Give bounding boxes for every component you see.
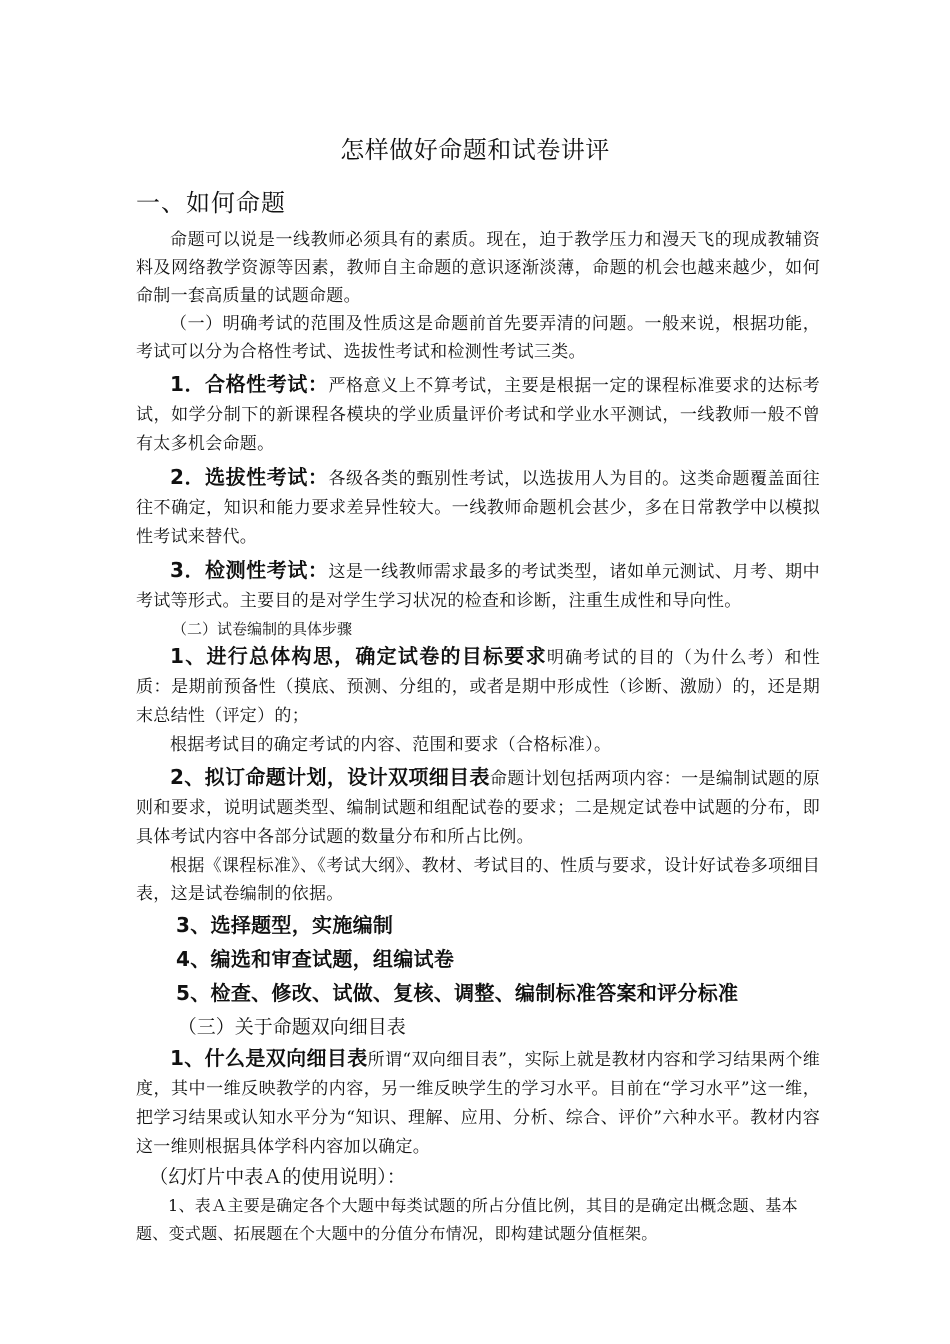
exam-type-3-text: 这是一线教师需求最多的考试类型，诸如单元测试、月考、期中考试等形式。主要目的是对学生学习状况的检查和诊断，注重生成性和导向性。 — [136, 562, 820, 611]
exam-type-2-text: 各级各类的甄别性考试，以选拔用人为目的。这类命题覆盖面往往不确定，知识和能力要求差异性较大。一线教师命题机会甚少，多在日常教学中以模拟性考试来替代。 — [136, 469, 820, 547]
intro-paragraph: 命题可以说是一线教师必须具有的素质。现在，迫于教学压力和漫天飞的现成教辅资料及网络教学资源等因素，教师自主命题的意识逐渐淡薄，命题的机会也越来越少，如何命制一套高质量的试题命题。 — [136, 230, 820, 306]
exam-type-1 — [136, 370, 820, 459]
exam-type-1-text: 严格意义上不算考试，主要是根据一定的课程标准要求的达标考试，如学分制下的新课程各模块的学业质量评价考试和学业水平测试，一线教师一般不曾有太多机会命题。 — [136, 376, 820, 454]
step-1-text: 明确考试的目的（为什么考）和性质：是期前预备性（摸底、预测、分组的，或者是期中形成性（诊断、激励）的，还是期末总结性（评定）的； — [136, 648, 820, 726]
exam-type-1-title: 1．合格性考试： — [170, 372, 329, 396]
question-1-text: 所谓“双向细目表”，实际上就是教材内容和学习结果两个维度，其中一维反映教学的内容，另一维反映学生的学习水平。目前在“学习水平”这一维，把学习结果或认知水平分为“知识、理解、应用、分析、综合、评价”六种水平。教材内容这一维则根据具体学科内容加以确定。 — [136, 1050, 820, 1157]
document-body — [136, 226, 820, 1248]
step-1 — [136, 642, 820, 731]
slide-note-heading: （幻灯片中表Ａ的使用说明）： — [149, 1166, 406, 1188]
step-1-detail: 根据考试目的确定考试的内容、范围和要求（合格标准）。 — [170, 735, 612, 755]
step-2-title: 2、拟订命题计划，设计双项细目表 — [170, 765, 490, 789]
slide-note-text: 1、表Ａ主要是确定各个大题中每类试题的所占分值比例，其目的是确定出概念题、基本题、变式题、拓展题在个大题中的分值分布情况，即构建试题分值框架。 — [136, 1196, 798, 1243]
question-1 — [136, 1044, 820, 1162]
exam-type-3-title: 3．检测性考试： — [170, 558, 329, 582]
part3-heading: （三）关于命题双向细目表 — [177, 1016, 406, 1038]
section-heading: 一、如何命题 — [136, 189, 286, 217]
step-2-text: 命题计划包括两项内容：一是编制试题的原则和要求，说明试题类型、编制试题和组配试卷的要求；二是规定试卷中试题的分布，即具体考试内容中各部分试题的数量分布和所占比例。 — [136, 769, 821, 847]
part1-paragraph: （一）明确考试的范围及性质这是命题前首先要弄清的问题。一般来说，根据功能，考试可以分为合格性考试、选拔性考试和检测性考试三类。 — [136, 314, 820, 362]
step-2-detail: 根据《课程标准》、《考试大纲》、教材、考试目的、性质与要求，设计好试卷多项细目表，这是试卷编制的依据。 — [136, 856, 820, 904]
step-1-title: 1、进行总体构思，确定试卷的目标要求 — [170, 644, 547, 668]
step-4: 4、编选和审查试题，组编试卷 — [176, 947, 455, 971]
step-3: 3、选择题型，实施编制 — [176, 913, 394, 937]
question-1-title: 1、什么是双向细目表 — [170, 1046, 368, 1070]
part2-heading: （二）试卷编制的具体步骤 — [172, 620, 353, 638]
step-5: 5、检查、修改、试做、复核、调整、编制标准答案和评分标准 — [176, 981, 739, 1005]
document-title: 怎样做好命题和试卷讲评 — [340, 136, 610, 164]
exam-type-2-title: 2．选拔性考试： — [170, 465, 329, 489]
exam-type-3 — [136, 556, 820, 616]
exam-type-2 — [136, 463, 820, 552]
step-2 — [136, 763, 820, 852]
